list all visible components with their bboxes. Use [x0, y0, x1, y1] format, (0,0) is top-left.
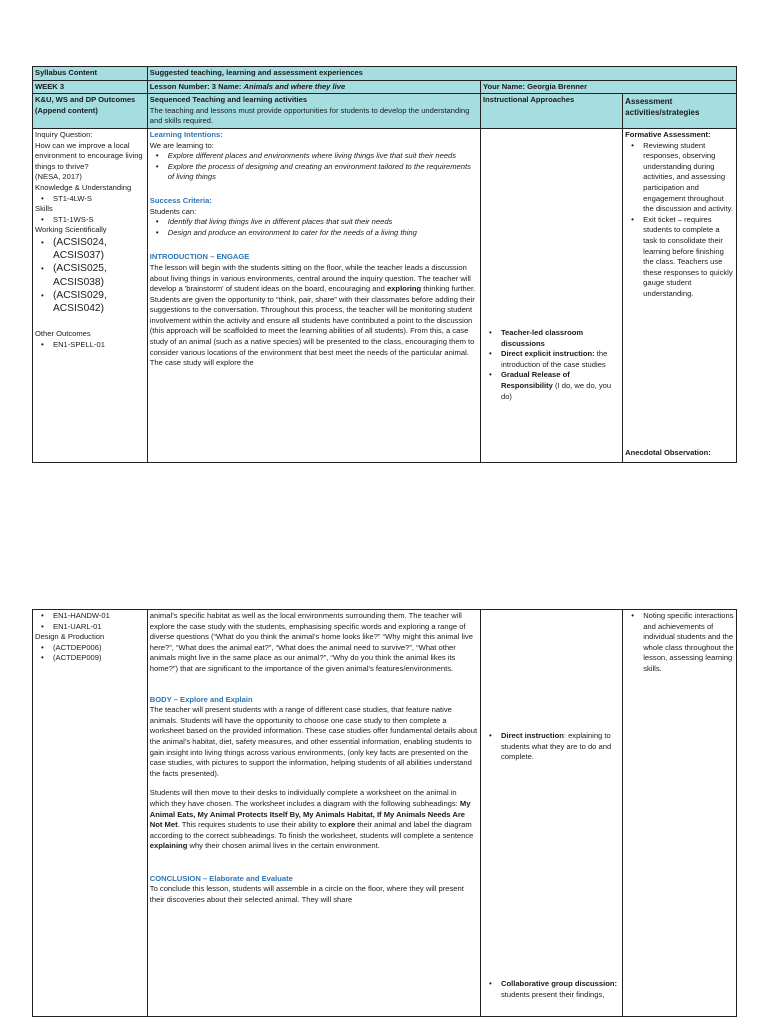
suggested-experiences-header: Suggested teaching, learning and assessment experiences [147, 67, 736, 81]
approach-item [483, 979, 620, 1000]
assessment-item: • Exit ticket – requires students to complete a task to consolidate their learning before finishing the class. Teachers use these responses to quickly gauge student understanding. [625, 215, 734, 300]
teacher-name: Your Name: Georgia Brenner [480, 80, 736, 94]
body-paragraph-1: The teacher will present students with a range of different case studies, that feature native animals. Students will have the opportunity to choose one case study to then complete a worksheet based on the provided information. These case studies offer fundamental details about the animal’s habitat, diet, safety measures, and other essential information, enabling students to gain insight into living things across various environments, (only key facts are presented on the case studies, with pictures to support the information, helping students of all abilities understand the facts presented). [149, 705, 478, 778]
activities-subtitle: The teaching and lessons must provide opportunities for students to develop the understanding and skills required. [149, 105, 470, 126]
activities-title: Sequenced Teaching and learning activities [149, 95, 308, 105]
outcomes-cell [33, 128, 148, 462]
introduction-heading: INTRODUCTION – ENGAGE [149, 252, 250, 262]
learning-intention-item: • Explore different places and environments where living things live that suit their needs [150, 151, 478, 162]
working-scientifically-label: Working Scientifically [35, 225, 107, 235]
emphasis-text: exploring [386, 284, 422, 294]
outcome-code: • EN1-HANDW-01 [35, 611, 145, 622]
outcomes-column-header: K&U, WS and DP Outcomes (Append content) [33, 94, 148, 129]
text-run: The lesson will begin with the students sitting on the floor, while the teacher leads a discussion about living things in various environments, central around the inquiry question. The teacher will develop a 'brainstorm' of student ideas on the board, encouraging and [149, 262, 471, 294]
outcomes-cell-continued [33, 610, 148, 1017]
body-paragraph-2 [150, 788, 478, 852]
lesson-number-name [147, 80, 480, 94]
outcome-code: • (ACTDEP006) [35, 643, 145, 654]
text-run: thinking further. Students are given the opportunity to “think, pair, share” with their classmates before adding their suggestions to the conversation. Throughout this process, the teacher will be monitoring student involvement within the activity and ensure all students have contributed a point to the discussion (this approach will be scaffolded to meet the learning abilities of all students). From this, a case study of an animal (such as a native species) will be presented to the class, encouraging them to consider various locations of the environment that best meet the needs of the particular animal. The case study will explore the [149, 284, 476, 368]
conclusion-heading: CONCLUSION – Elaborate and Evaluate [149, 873, 293, 883]
approach-title: Teacher-led classroom discussions [500, 327, 584, 348]
approach-title: Collaborative group discussion: [500, 979, 618, 988]
formative-assessment-heading: Formative Assessment: [625, 129, 711, 139]
body-heading: BODY – Explore and Explain [149, 694, 253, 704]
approach-text: the introduction of the case studies [500, 349, 608, 369]
lesson-name: Animals and where they live [243, 81, 346, 91]
emphasis-text: explore [328, 820, 356, 830]
anecdotal-observation-heading: Anecdotal Observation: [625, 448, 711, 458]
success-criteria-heading: Success Criteria: [149, 195, 212, 205]
approaches-column-header: Instructional Approaches [480, 94, 622, 129]
syllabus-content-header: Syllabus Content [33, 67, 148, 81]
conclusion-paragraph: To conclude this lesson, students will assemble in a circle on the floor, where they will present their discoveries about their selected animal. They will share [149, 884, 464, 905]
text-run: why their chosen animal lives in the certain environment. [187, 841, 380, 851]
introduction-paragraph-continued: animal’s specific habitat as well as the local environments surrounding them. The teacher will explore the case study with the students, emphasising specific words and exploring a range of diverse questions (“What do you think the animal’s home looks like?” “Why might this animal live here?”, “What does the animal eat?”, “What does the animal need to survive?”, “What other animals might live in the same place as our animal?”, “Why do you think the animal likes its home?”) that are significant to the importance of the given animal’s features/environments. [149, 611, 473, 673]
assessment-cell [623, 128, 737, 462]
approaches-cell-continued [480, 610, 622, 1017]
activities-cell [147, 128, 480, 462]
emphasis-text: explaining [149, 841, 188, 851]
success-criterion-item: • Design and produce an environment to cater for the needs of a living thing [150, 228, 478, 239]
outcome-code: • (ACSIS025, ACSIS038) [35, 262, 145, 288]
inquiry-question-text: How can we improve a local environment to encourage living things to thrive? [35, 140, 143, 171]
outcome-code: • (ACTDEP009) [35, 653, 145, 664]
approaches-cell [480, 128, 622, 462]
approach-item [483, 349, 620, 370]
emphasis-text: My Animal Eats, My Animal Protects Itself By, My Animals Habitat, If My Animals Needs Are Not Met [149, 798, 471, 830]
outcome-code: • EN1-UARL-01 [35, 622, 145, 633]
text-run: Students will then move to their desks to individually complete a worksheet on the animal in which they have chosen. The worksheet includes a diagram with the following subheadings: [149, 788, 460, 808]
other-outcomes-label: Other Outcomes [35, 329, 91, 339]
assessment-column-header: Assessment activities/strategies [623, 94, 737, 129]
introduction-paragraph [150, 263, 478, 369]
lesson-number-prefix: Lesson Number: 3 Name: [149, 81, 244, 91]
approach-title: Gradual Release of Responsibility [500, 370, 570, 390]
lesson-plan-table-page-2 [32, 609, 737, 1017]
success-criteria-intro: Students can: [149, 206, 197, 216]
approach-item [483, 731, 620, 763]
assessment-item: • Reviewing student responses, observing understanding during activities, and assessing participation and engagement throughout the discussion and activity. [625, 141, 734, 215]
success-criterion-item: • Identify that living things live in different places that suit their needs [150, 217, 478, 228]
inquiry-question-label: Inquiry Question: [35, 129, 93, 139]
lesson-plan-table-page-1 [32, 66, 737, 463]
inquiry-citation: (NESA, 2017) [35, 172, 82, 182]
approach-title: Direct explicit instruction: [500, 349, 595, 359]
approach-text: : explaining to students what they are to do and complete. [500, 731, 612, 762]
assessment-item: • Noting specific interactions and achievements of individual students and the whole class throughout the lesson, assessing learning skills. [625, 611, 734, 675]
learning-intentions-intro: We are learning to: [149, 140, 214, 150]
outcome-code: • ST1-4LW-S [35, 194, 145, 205]
design-production-label: Design & Production [35, 632, 105, 642]
outcome-code: • (ACSIS024, ACSIS037) [35, 236, 145, 262]
outcome-code: • (ACSIS029, ACSIS042) [35, 289, 145, 315]
week-label: WEEK 3 [33, 80, 148, 94]
skills-label: Skills [35, 204, 53, 214]
outcome-code: • EN1-SPELL-01 [35, 340, 145, 351]
activities-cell-continued [147, 610, 480, 1017]
activities-column-header [147, 94, 480, 129]
outcome-code: • ST1-1WS-S [35, 215, 145, 226]
learning-intention-item: • Explore the process of designing and creating an environment tailored to the requirements of living things [150, 162, 478, 183]
approach-title: Direct instruction [500, 731, 564, 740]
assessment-cell-continued [623, 610, 737, 1017]
text-run: . This requires students to use their ability to [177, 820, 329, 830]
learning-intentions-heading: Learning Intentions: [149, 129, 223, 139]
approach-text: students present their findings, [500, 989, 605, 999]
approach-item [483, 328, 620, 349]
approach-item [483, 370, 620, 402]
approach-text: (I do, we do, you do) [500, 380, 612, 401]
text-run: their animal and label the diagram according to the correct subheadings. To finish the worksheet, students will complete a sentence [149, 820, 474, 840]
knowledge-understanding-label: Knowledge & Understanding [35, 182, 132, 192]
